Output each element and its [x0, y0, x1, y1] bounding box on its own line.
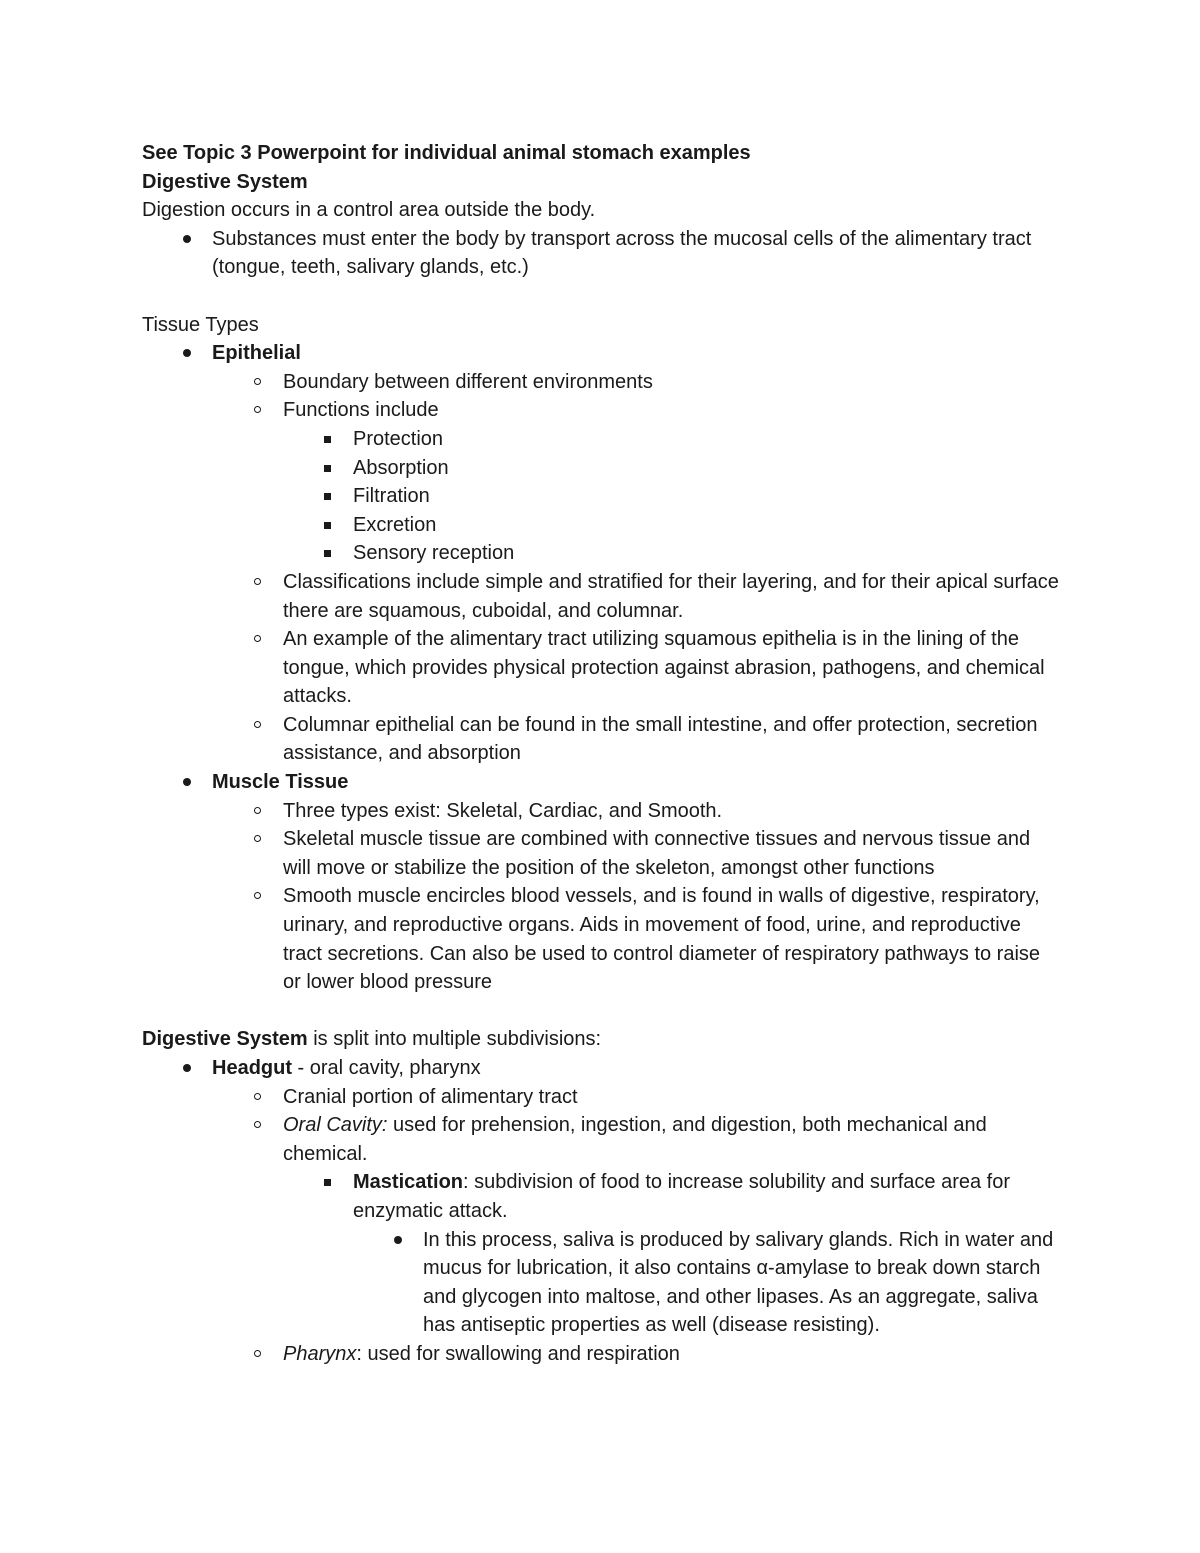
- list-item: Skeletal muscle tissue are combined with connective tissues and nervous tissue and will move or stabilize the position of the skeleton, amongst other functions: [283, 828, 1031, 879]
- list-item: Excretion: [353, 513, 437, 536]
- list-item: Substances must enter the body by transport across the mucosal cells of the alimentary tract (tongue, teeth, salivary glands, etc.): [212, 227, 1032, 279]
- list-item: Three types exist: Skeletal, Cardiac, and Smooth.: [283, 799, 723, 822]
- tissue-types-title: Tissue Types: [142, 313, 259, 336]
- list-item: An example of the alimentary tract utilizing squamous epithelia is in the lining of the tongue, which provides physical protection against abrasion, pathogens, and chemical attacks.: [283, 628, 1045, 708]
- page-heading: See Topic 3 Powerpoint for individual animal stomach examples: [142, 142, 751, 164]
- list-item: Functions include: [283, 399, 439, 422]
- list-item-epithelial: Epithelial: [212, 342, 301, 365]
- list-item-muscle-tissue: Muscle Tissue: [212, 771, 349, 794]
- list-item: Protection: [353, 427, 444, 450]
- list-item: Classifications include simple and stratified for their layering, and for their apical surface there are squamous, cuboidal, and columnar.: [283, 570, 1059, 622]
- list-item: Cranial portion of alimentary tract: [283, 1085, 578, 1108]
- list-item: Filtration: [353, 485, 430, 508]
- list-item: Boundary between different environments: [283, 370, 653, 393]
- list-item: Sensory reception: [353, 542, 515, 565]
- document-page: [142, 139, 1062, 1369]
- list-item: Absorption: [353, 456, 449, 479]
- digestive-system-title: Digestive System: [142, 170, 308, 193]
- list-item-headgut: Headgut - oral cavity, pharynx: [212, 1057, 481, 1079]
- subdivisions-title: Digestive System is split into multiple subdivisions:: [142, 1028, 602, 1051]
- list-item-saliva: In this process, saliva is produced by salivary glands. Rich in water and mucus for lubrication, it also contains α-amylase to break down starch and glycogen into maltose, and other lipases. As an aggregate, saliva has antiseptic properties as well (disease resisting).: [423, 1228, 1054, 1337]
- list-item-pharynx: Pharynx: used for swallowing and respiration: [283, 1342, 680, 1365]
- list-item-oral-cavity: Oral Cavity: used for prehension, ingestion, and digestion, both mechanical and chemical.: [283, 1114, 987, 1165]
- list-item: Columnar epithelial can be found in the small intestine, and offer protection, secretion assistance, and absorption: [283, 713, 1038, 765]
- digestion-intro: Digestion occurs in a control area outside the body.: [142, 199, 596, 222]
- list-item-mastication: Mastication: subdivision of food to increase solubility and surface area for enzymatic attack.: [353, 1171, 1011, 1222]
- list-item: Smooth muscle encircles blood vessels, and is found in walls of digestive, respiratory, urinary, and reproductive organs. Aids in movement of food, urine, and reproductive tract secretions. Can also be used to control diameter of respiratory pathways to raise or lower blood pressure: [283, 885, 1041, 994]
